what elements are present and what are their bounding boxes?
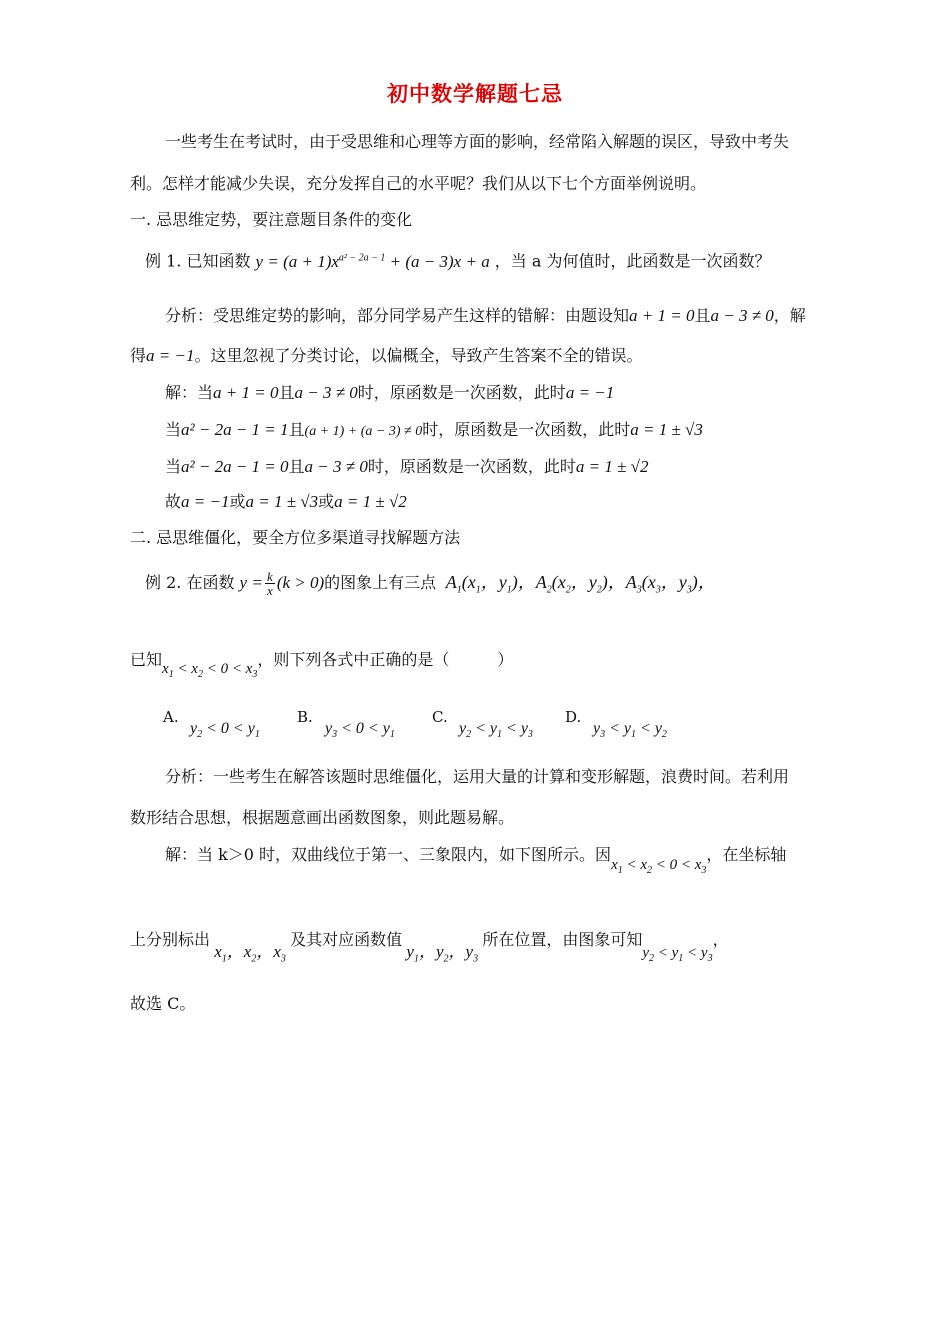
option-c-expression: $y_2 < y_1 < y_3$ — [459, 720, 533, 741]
solution-1-conclusion: 故a = −1或a = 1 ± √3或a = 1 ± √2 — [165, 492, 407, 511]
analysis-1-line-2: 得a = −1。这里忽视了分类讨论，以偏概全，导致产生答案不全的错误。 — [130, 346, 643, 365]
solution-1-case-1: 解：当a + 1 = 0且a − 3 ≠ 0时，原函数是一次函数，此时a = −1 — [165, 383, 615, 402]
option-a-expression: $y_2 < 0 < y_1$ — [190, 720, 260, 741]
analysis-2-line-2: 数形结合思想，根据题意画出函数图象，则此题易解。 — [130, 808, 515, 827]
example-1 — [145, 246, 771, 274]
option-d-expression: $y_3 < y_1 < y_2$ — [593, 720, 667, 741]
option-b-label: B. — [297, 708, 313, 726]
option-c-label: C. — [432, 708, 448, 726]
option-b-expression: $y_3 < 0 < y_1$ — [325, 720, 395, 741]
solution-2-line-1: 解：当 k＞0 时，双曲线位于第一、三象限内，如下图所示。因$x_1 < x_2 < 0 < x_3$，在坐标轴 — [165, 845, 787, 876]
example-1-label: 例 1. 已知函数 — [145, 251, 251, 271]
example-1-function: $y = (a + 1)x^{a^2 - 2a - 1} + (a - 3)x + a$ — [255, 251, 490, 271]
analysis-1-line-1: 分析：受思维定势的影响，部分同学易产生这样的错解：由题设知a + 1 = 0且a − 3 ≠ 0，解 — [165, 306, 806, 325]
page-title: 初中数学解题七忌 — [387, 82, 563, 106]
analysis-2-line-1: 分析：一些考生在解答该题时思维僵化，运用大量的计算和变形解题，浪费时间。若利用 — [165, 767, 790, 786]
example-2-given: 已知$x_1 < x_2 < 0 < x_3$，则下列各式中正确的是（ ） — [130, 650, 514, 680]
solution-1-case-2: 当a² − 2a − 1 = 1且(a + 1) + (a − 3) ≠ 0时，原函数是一次函数，此时a = 1 ± √3 — [165, 420, 703, 439]
example-1-question: ，当 a 为何值时，此函数是一次函数？ — [494, 251, 771, 271]
example-2: 例 2. 在函数 y = $\frac{k}{x}$ (k > 0)的图象上有三点 $A_1(x_1$，$y_1$)，$A_2(x_2$，$y_2$)，$A_3(x_3$，$y_3$)， — [145, 569, 716, 598]
fraction-k-over-x: $\frac{k}{x}$ — [265, 570, 275, 597]
solution-2-line-2: 上分别标出 $x_1$，$x_2$，$x_3$ 及其对应函数值 $y_1$，$y_2$，$y_3$ 所在位置，由图象可知$y_2 < y_1 < y_3$， — [130, 930, 729, 965]
section-1-heading: 一. 忌思维定势，要注意题目条件的变化 — [130, 210, 413, 229]
option-d-label: D. — [565, 708, 582, 726]
solution-1-case-3: 当a² − 2a − 1 = 0且a − 3 ≠ 0时，原函数是一次函数，此时a = 1 ± √2 — [165, 457, 649, 476]
option-a-label: A. — [163, 708, 179, 726]
intro-line-1: 一些考生在考试时，由于受思维和心理等方面的影响，经常陷入解题的误区，导致中考失 — [165, 132, 790, 151]
section-2-heading: 二. 忌思维僵化，要全方位多渠道寻找解题方法 — [130, 528, 461, 547]
intro-line-2: 利。怎样才能减少失误，充分发挥自己的水平呢？我们从以下七个方面举例说明。 — [130, 174, 707, 193]
solution-2-answer: 故选 C。 — [130, 994, 196, 1013]
